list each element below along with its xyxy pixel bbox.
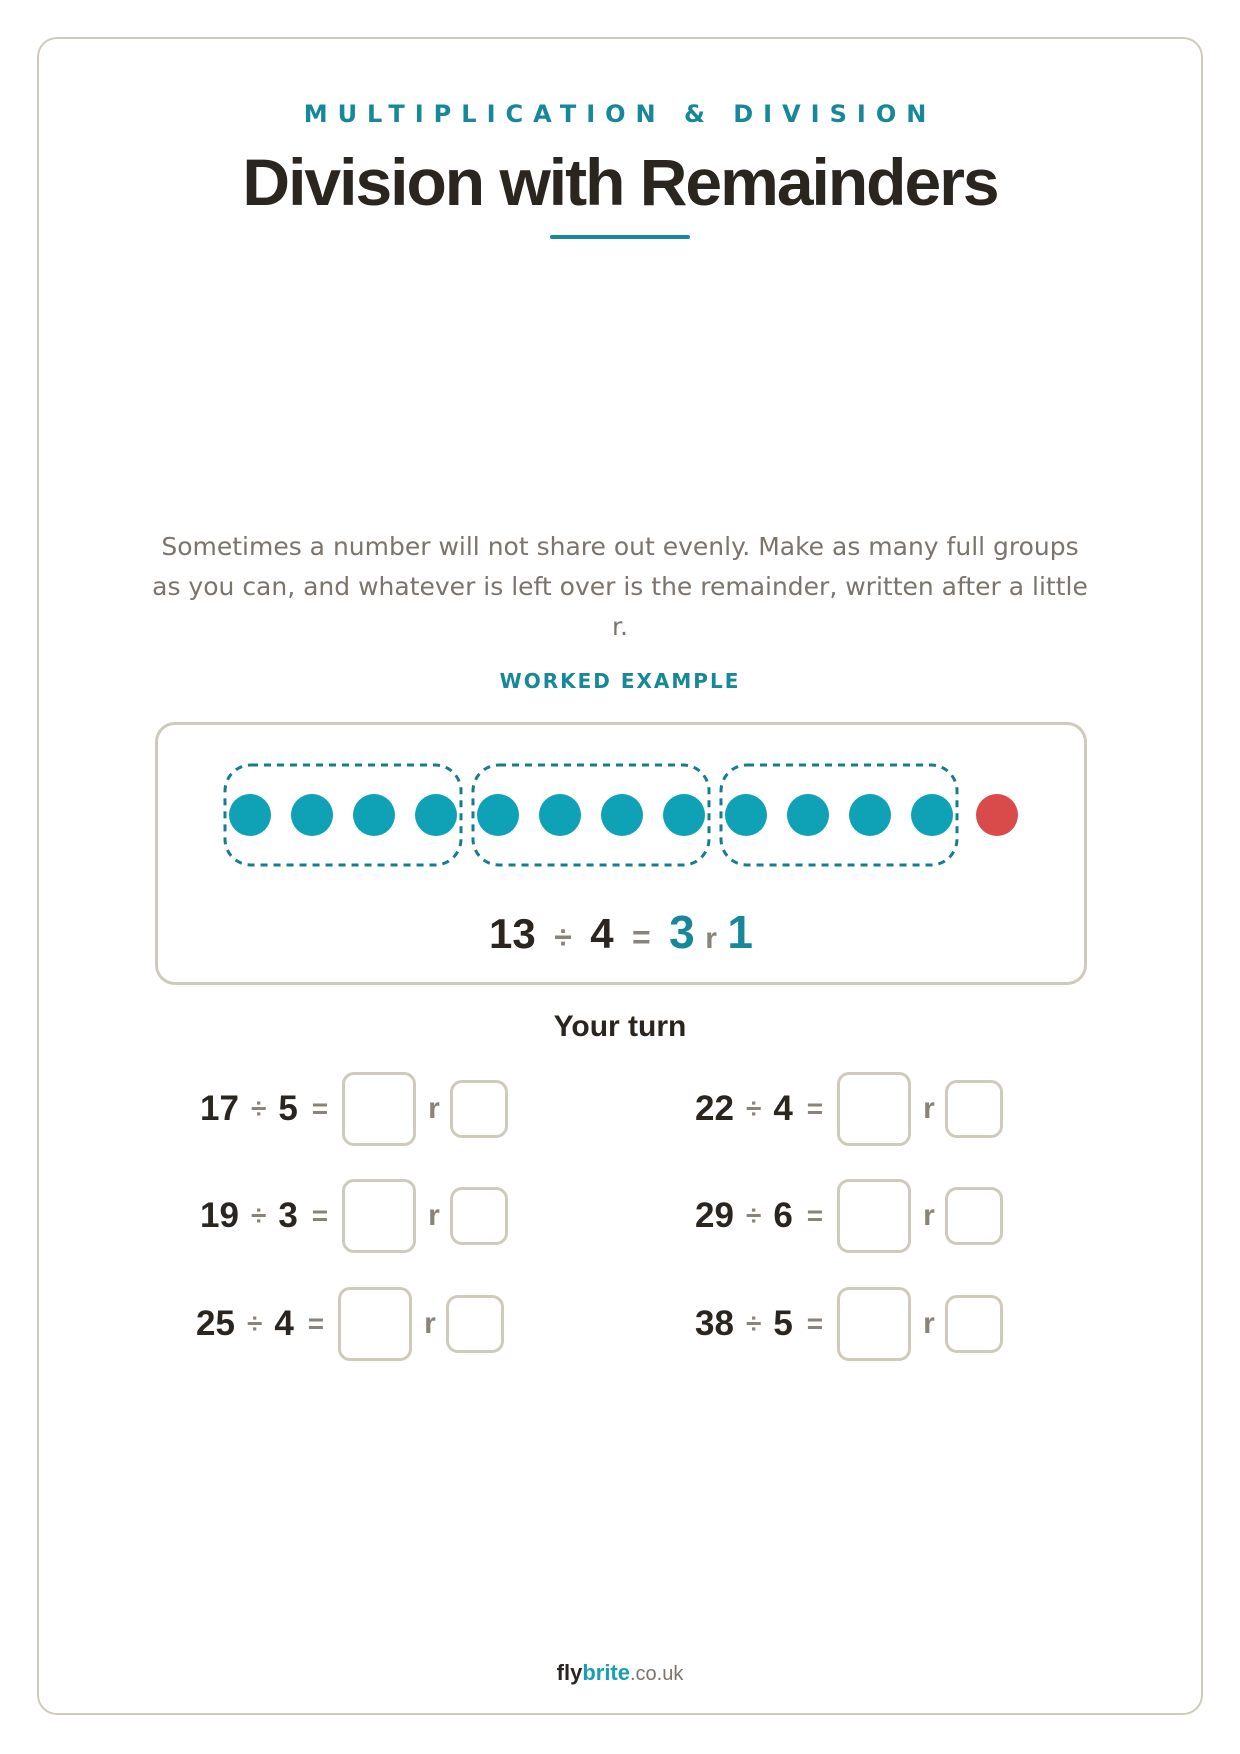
divide-sign: ÷ [745, 1308, 762, 1339]
dividend: 38 [695, 1304, 734, 1343]
worked-example-equation [158, 907, 1084, 969]
group-dot [229, 794, 271, 836]
page-title: Division with Remainders [242, 145, 998, 219]
group-dot [415, 794, 457, 836]
divide-sign: ÷ [250, 1200, 267, 1231]
group-dot [849, 794, 891, 836]
remainder-answer-box[interactable] [945, 1187, 1003, 1245]
topic-eyebrow: MULTIPLICATION & DIVISION [303, 100, 937, 128]
dividend: 17 [200, 1089, 239, 1128]
example-remainder: 1 [727, 906, 753, 958]
remainder-r-label: r [428, 1199, 440, 1232]
problem-4 [695, 1176, 1003, 1256]
group-dot [911, 794, 953, 836]
divisor: 4 [773, 1089, 793, 1128]
group-dot [291, 794, 333, 836]
remainder-r-label: r [923, 1199, 935, 1232]
problem-2 [695, 1069, 1003, 1149]
quotient-answer-box[interactable] [338, 1287, 412, 1361]
group-dot [725, 794, 767, 836]
example-quotient: 3 [669, 906, 695, 958]
remainder-answer-box[interactable] [450, 1187, 508, 1245]
quotient-answer-box[interactable] [342, 1072, 416, 1146]
brand-brite: brite [582, 1660, 630, 1685]
dividend: 29 [695, 1196, 734, 1235]
group-dot [601, 794, 643, 836]
divide-sign: ÷ [250, 1093, 267, 1124]
intro-text: Sometimes a number will not share out evenly. Make as many full groups as you can, and whatever is left over is the remainder, written after a little r. [152, 532, 1088, 641]
example-divisor: 4 [590, 910, 614, 957]
example-dividend: 13 [489, 910, 536, 957]
remainder-r-label: r [923, 1092, 935, 1125]
equals-sign: = [806, 1200, 824, 1231]
remainder-r-label: r [428, 1092, 440, 1125]
divide-sign: ÷ [246, 1308, 263, 1339]
divide-sign: ÷ [745, 1200, 762, 1231]
worked-example-card [155, 722, 1087, 985]
divisor: 6 [773, 1196, 793, 1235]
dividend: 25 [196, 1304, 235, 1343]
divisor: 5 [773, 1304, 793, 1343]
remainder-answer-box[interactable] [945, 1080, 1003, 1138]
equals-sign: = [806, 1093, 824, 1124]
equals-sign: = [806, 1308, 824, 1339]
dividend: 19 [200, 1196, 239, 1235]
group-dot [353, 794, 395, 836]
quotient-answer-box[interactable] [837, 1072, 911, 1146]
divide-sign: ÷ [554, 919, 572, 955]
equals-sign: = [632, 919, 651, 955]
divide-sign: ÷ [745, 1093, 762, 1124]
group-dot [477, 794, 519, 836]
equals-sign: = [311, 1200, 329, 1231]
grouping-diagram [158, 725, 1084, 905]
problem-5 [196, 1284, 504, 1364]
divisor: 3 [278, 1196, 298, 1235]
remainder-answer-box[interactable] [945, 1295, 1003, 1353]
equals-sign: = [307, 1308, 325, 1339]
remainder-answer-box[interactable] [450, 1080, 508, 1138]
your-turn-heading: Your turn [553, 1010, 687, 1043]
brand-fly: fly [556, 1660, 583, 1685]
group-dot [787, 794, 829, 836]
problem-6 [695, 1284, 1003, 1364]
footer-brand [0, 1660, 1240, 1686]
divisor: 4 [274, 1304, 294, 1343]
quotient-answer-box[interactable] [342, 1179, 416, 1253]
brand-domain: .co.uk [630, 1663, 684, 1685]
remainder-answer-box[interactable] [446, 1295, 504, 1353]
worked-example-label: WORKED EXAMPLE [499, 669, 741, 693]
remainder-r-label: r [923, 1307, 935, 1340]
quotient-answer-box[interactable] [837, 1179, 911, 1253]
remainder-r-label: r [705, 922, 717, 955]
group-dot [663, 794, 705, 836]
remainder-dot [976, 794, 1018, 836]
quotient-answer-box[interactable] [837, 1287, 911, 1361]
dividend: 22 [695, 1089, 734, 1128]
divisor: 5 [278, 1089, 298, 1128]
title-underline [550, 235, 690, 239]
remainder-r-label: r [424, 1307, 436, 1340]
equals-sign: = [311, 1093, 329, 1124]
problem-3 [200, 1176, 508, 1256]
problem-1 [200, 1069, 508, 1149]
group-dot [539, 794, 581, 836]
